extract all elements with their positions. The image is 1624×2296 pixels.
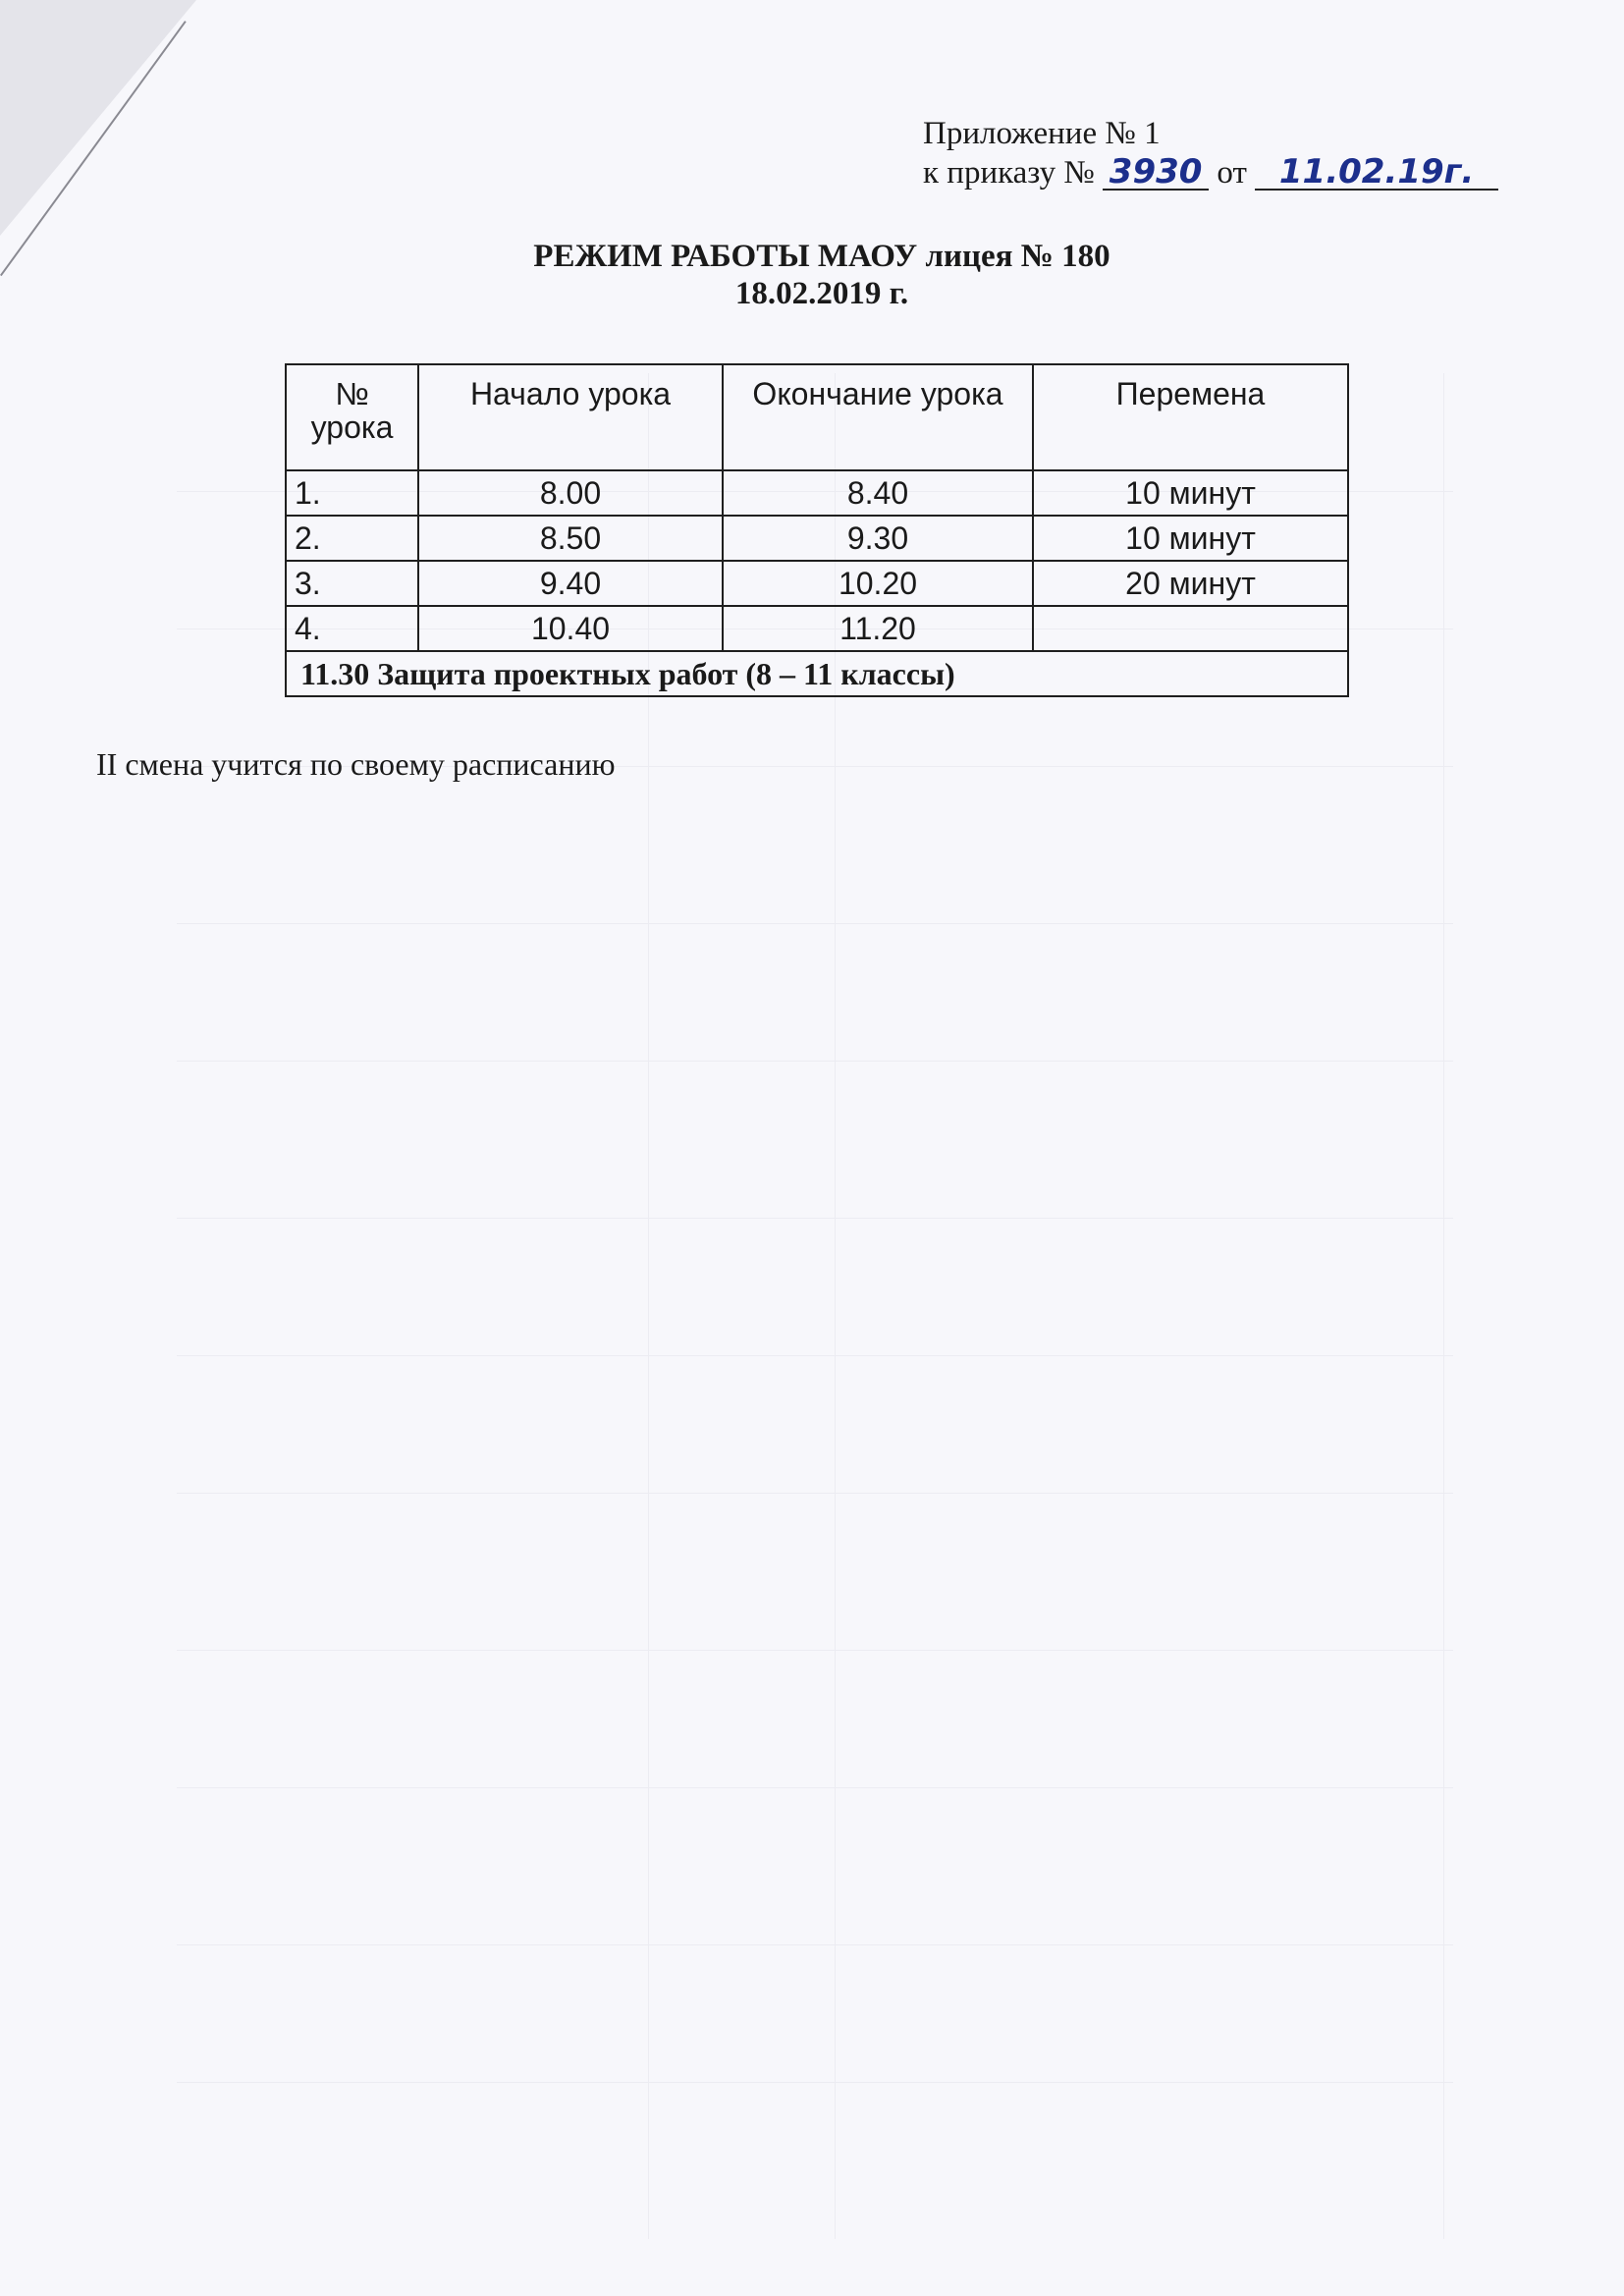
order-line: [923, 153, 1498, 192]
header-lesson-end: Окончание урока: [723, 364, 1033, 470]
cell-end-time: 11.20: [723, 606, 1033, 651]
cell-start-time: 9.40: [418, 561, 723, 606]
cell-end-time: 8.40: [723, 470, 1033, 516]
order-date-prefix: от: [1217, 155, 1247, 191]
cell-end-time: 9.30: [723, 516, 1033, 561]
cell-start-time: 10.40: [418, 606, 723, 651]
table-row: [286, 561, 1348, 606]
appendix-reference: [923, 114, 1498, 192]
order-number-handwritten: 3930: [1103, 155, 1209, 191]
cell-lesson-number: 3.: [286, 561, 418, 606]
document-title: [0, 238, 1624, 312]
table-header-row: [286, 364, 1348, 470]
table-footer-row: [286, 651, 1348, 696]
order-prefix: к приказу №: [923, 155, 1095, 191]
cell-start-time: 8.00: [418, 470, 723, 516]
cell-start-time: 8.50: [418, 516, 723, 561]
header-break: Перемена: [1033, 364, 1348, 470]
cell-lesson-number: 4.: [286, 606, 418, 651]
table-row: [286, 470, 1348, 516]
appendix-line: Приложение № 1: [923, 116, 1161, 151]
header-lesson-start: Начало урока: [418, 364, 723, 470]
header-lesson-number: № урока: [286, 364, 418, 470]
project-defense-note: 11.30 Защита проектных работ (8 – 11 классы): [286, 651, 1348, 696]
bleed-through-vline: [1443, 373, 1444, 2239]
title-date: 18.02.2019 г.: [734, 276, 909, 311]
cell-break: 10 минут: [1033, 516, 1348, 561]
cell-lesson-number: 1.: [286, 470, 418, 516]
cell-break: [1033, 606, 1348, 651]
cell-lesson-number: 2.: [286, 516, 418, 561]
cell-break: 20 минут: [1033, 561, 1348, 606]
table-row: [286, 516, 1348, 561]
folded-corner: [0, 0, 196, 236]
second-shift-note: II смена учится по своему расписанию: [96, 746, 616, 782]
table-row: [286, 606, 1348, 651]
lesson-schedule-table: [285, 363, 1349, 697]
cell-end-time: 10.20: [723, 561, 1033, 606]
cell-break: 10 минут: [1033, 470, 1348, 516]
title-heading: РЕЖИМ РАБОТЫ МАОУ лицея № 180: [533, 239, 1110, 274]
order-date-handwritten: 11.02.19г.: [1255, 155, 1498, 191]
